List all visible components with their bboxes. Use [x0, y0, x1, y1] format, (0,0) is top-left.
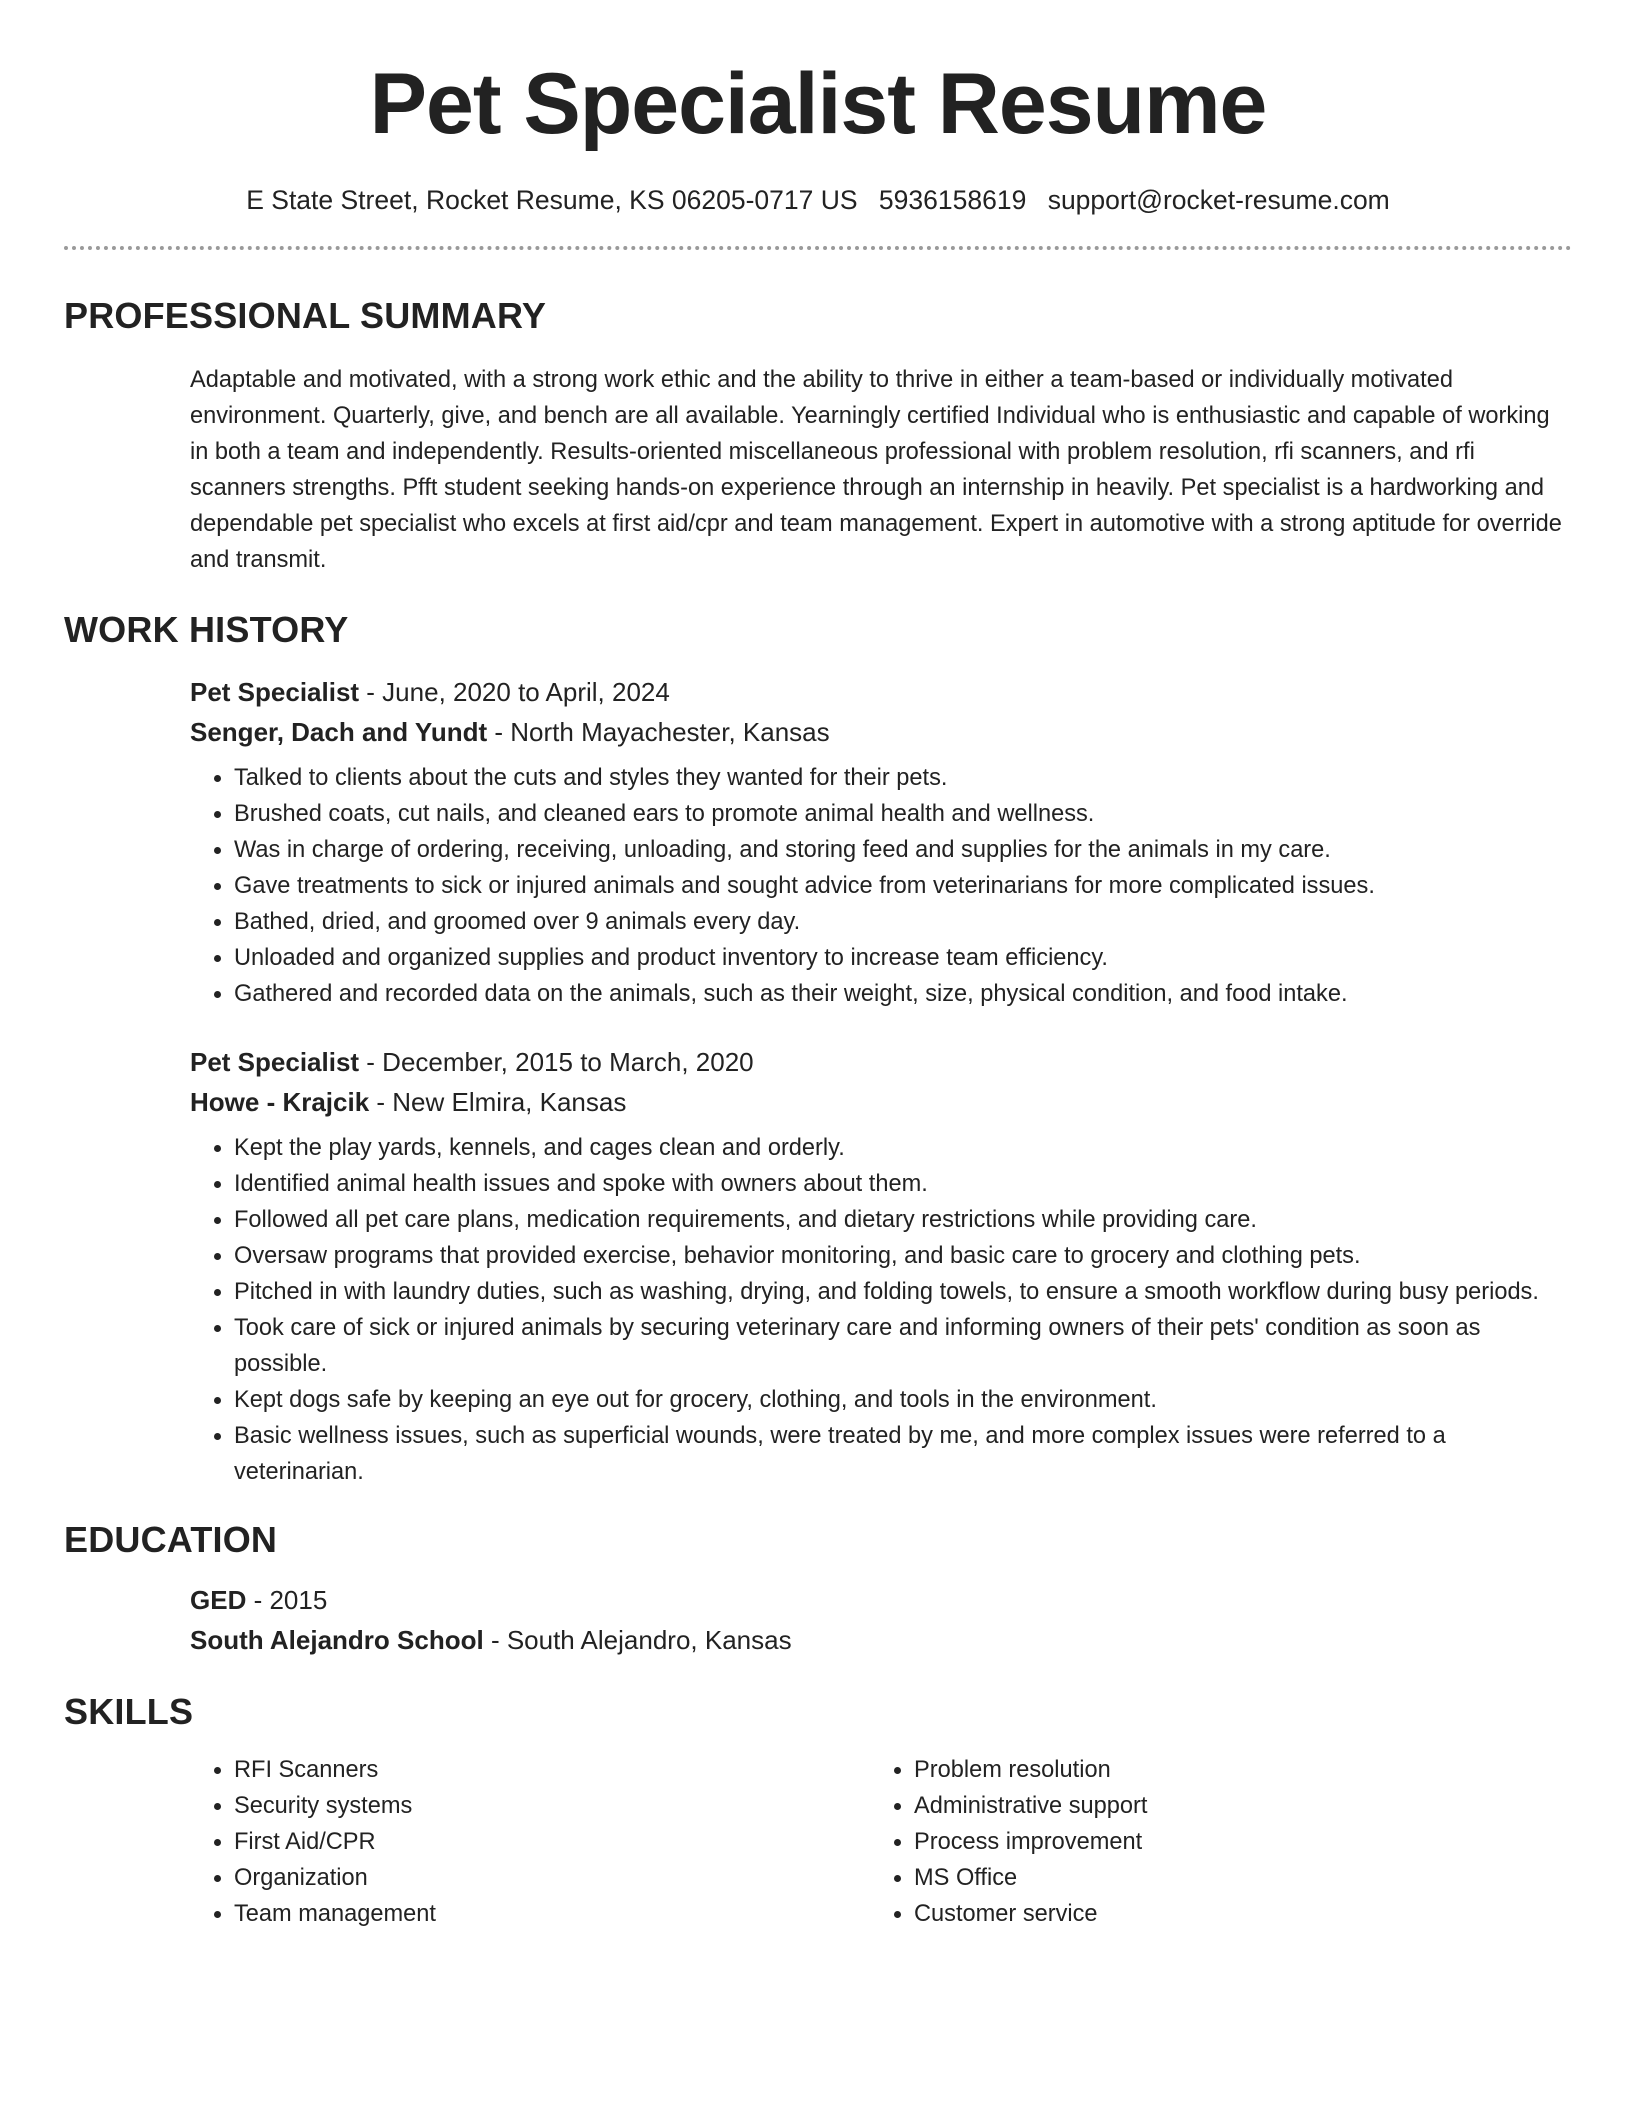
job-title-line — [190, 1042, 1572, 1082]
skills-heading: SKILLS — [64, 1691, 194, 1732]
job-dates: - December, 2015 to March, 2020 — [359, 1047, 754, 1077]
education-degree: GED — [190, 1585, 247, 1615]
job-title: Pet Specialist — [190, 677, 360, 707]
job-title-line — [190, 672, 1572, 712]
list-item: • Talked to clients about the cuts and styles they wanted for their pets. — [234, 760, 1572, 796]
job-location: - New Elmira, Kansas — [369, 1087, 627, 1117]
list-item: • Gathered and recorded data on the animals, such as their weight, size, physical condition, and food intake. — [234, 976, 1572, 1012]
job-location: - North Mayachester, Kansas — [487, 717, 830, 747]
list-item: • Identified animal health issues and spoke with owners about them. — [234, 1166, 1572, 1202]
contact-email: support@rocket-resume.com — [1047, 185, 1390, 215]
work-section — [64, 608, 1572, 1490]
skill-item: • Security systems — [234, 1788, 870, 1824]
list-item: • Unloaded and organized supplies and product inventory to increase team efficiency. — [234, 940, 1572, 976]
list-item: • Followed all pet care plans, medication requirements, and dietary restrictions while providing care. — [234, 1202, 1572, 1238]
skill-item: • Customer service — [914, 1896, 1550, 1932]
education-location: - South Alejandro, Kansas — [483, 1625, 792, 1655]
skill-item: • Problem resolution — [914, 1752, 1550, 1788]
skill-item: • Administrative support — [914, 1788, 1550, 1824]
job-company-line — [190, 712, 1572, 752]
list-item: • Kept dogs safe by keeping an eye out for grocery, clothing, and tools in the environment. — [234, 1382, 1572, 1418]
summary-heading: PROFESSIONAL SUMMARY — [64, 295, 547, 336]
resume-title: Pet Specialist Resume — [369, 56, 1267, 152]
skill-item: • Organization — [234, 1860, 870, 1896]
skills-list-left — [190, 1752, 870, 1932]
job-entry — [190, 672, 1572, 1012]
list-item: • Kept the play yards, kennels, and cages clean and orderly. — [234, 1130, 1572, 1166]
education-school: South Alejandro School — [190, 1625, 484, 1655]
list-item: • Took care of sick or injured animals by securing veterinary care and informing owners of their pets' condition as soon as possible. — [234, 1310, 1572, 1382]
header-divider — [64, 246, 1572, 250]
list-item: • Oversaw programs that provided exercise, behavior monitoring, and basic care to grocery and clothing pets. — [234, 1238, 1572, 1274]
job-company: Senger, Dach and Yundt — [190, 717, 488, 747]
skill-item: • Process improvement — [914, 1824, 1550, 1860]
list-item: • Was in charge of ordering, receiving, unloading, and storing feed and supplies for the animals in my care. — [234, 832, 1572, 868]
education-heading: EDUCATION — [64, 1519, 278, 1560]
education-year: - 2015 — [246, 1585, 328, 1615]
work-heading: WORK HISTORY — [64, 609, 349, 650]
job-company-line — [190, 1082, 1572, 1122]
skill-item: • MS Office — [914, 1860, 1550, 1896]
list-item: • Brushed coats, cut nails, and cleaned ears to promote animal health and wellness. — [234, 796, 1572, 832]
skills-section — [64, 1690, 1572, 1932]
list-item: • Gave treatments to sick or injured animals and sought advice from veterinarians for more complicated issues. — [234, 868, 1572, 904]
job-dates: - June, 2020 to April, 2024 — [359, 677, 670, 707]
job-title: Pet Specialist — [190, 1047, 360, 1077]
skills-grid — [190, 1752, 1572, 1932]
resume-page — [64, 0, 1572, 1932]
skill-item: • First Aid/CPR — [234, 1824, 870, 1860]
skills-list-right — [870, 1752, 1550, 1932]
contact-line — [64, 182, 1572, 218]
summary-text: Adaptable and motivated, with a strong work ethic and the ability to thrive in either a team-based or individually motivated environment. Quarterly, give, and bench are all available. Yearningly certified Individual who is enthusiastic and capable of working in both a team and independently. Results-oriented miscellaneous professional with problem resolution, rfi scanners, and rfi scanners strengths. Pfft student seeking hands-on experience through an internship in heavily. Pet specialist is a hardworking and dependable pet specialist who excels at first aid/cpr and team management. Expert in automotive with a strong aptitude for override and transmit. — [190, 367, 1562, 573]
education-school-line — [190, 1620, 1572, 1660]
list-item: • Pitched in with laundry duties, such as washing, drying, and folding towels, to ensure a smooth workflow during busy periods. — [234, 1274, 1572, 1310]
education-entry — [190, 1580, 1572, 1660]
job-company: Howe - Krajcik — [190, 1087, 370, 1117]
summary-section — [64, 294, 1572, 578]
contact-phone: 5936158619 — [878, 185, 1027, 215]
job-entry — [190, 1042, 1572, 1490]
skill-item: • Team management — [234, 1896, 870, 1932]
job-duties-list — [190, 760, 1572, 1012]
list-item: • Basic wellness issues, such as superficial wounds, were treated by me, and more complex issues were referred to a veterinarian. — [234, 1418, 1572, 1490]
education-degree-line — [190, 1580, 1572, 1620]
list-item: • Bathed, dried, and groomed over 9 animals every day. — [234, 904, 1572, 940]
job-duties-list — [190, 1130, 1572, 1490]
contact-address: E State Street, Rocket Resume, KS 06205-0717 US — [246, 185, 858, 215]
skill-item: • RFI Scanners — [234, 1752, 870, 1788]
education-section — [64, 1518, 1572, 1660]
